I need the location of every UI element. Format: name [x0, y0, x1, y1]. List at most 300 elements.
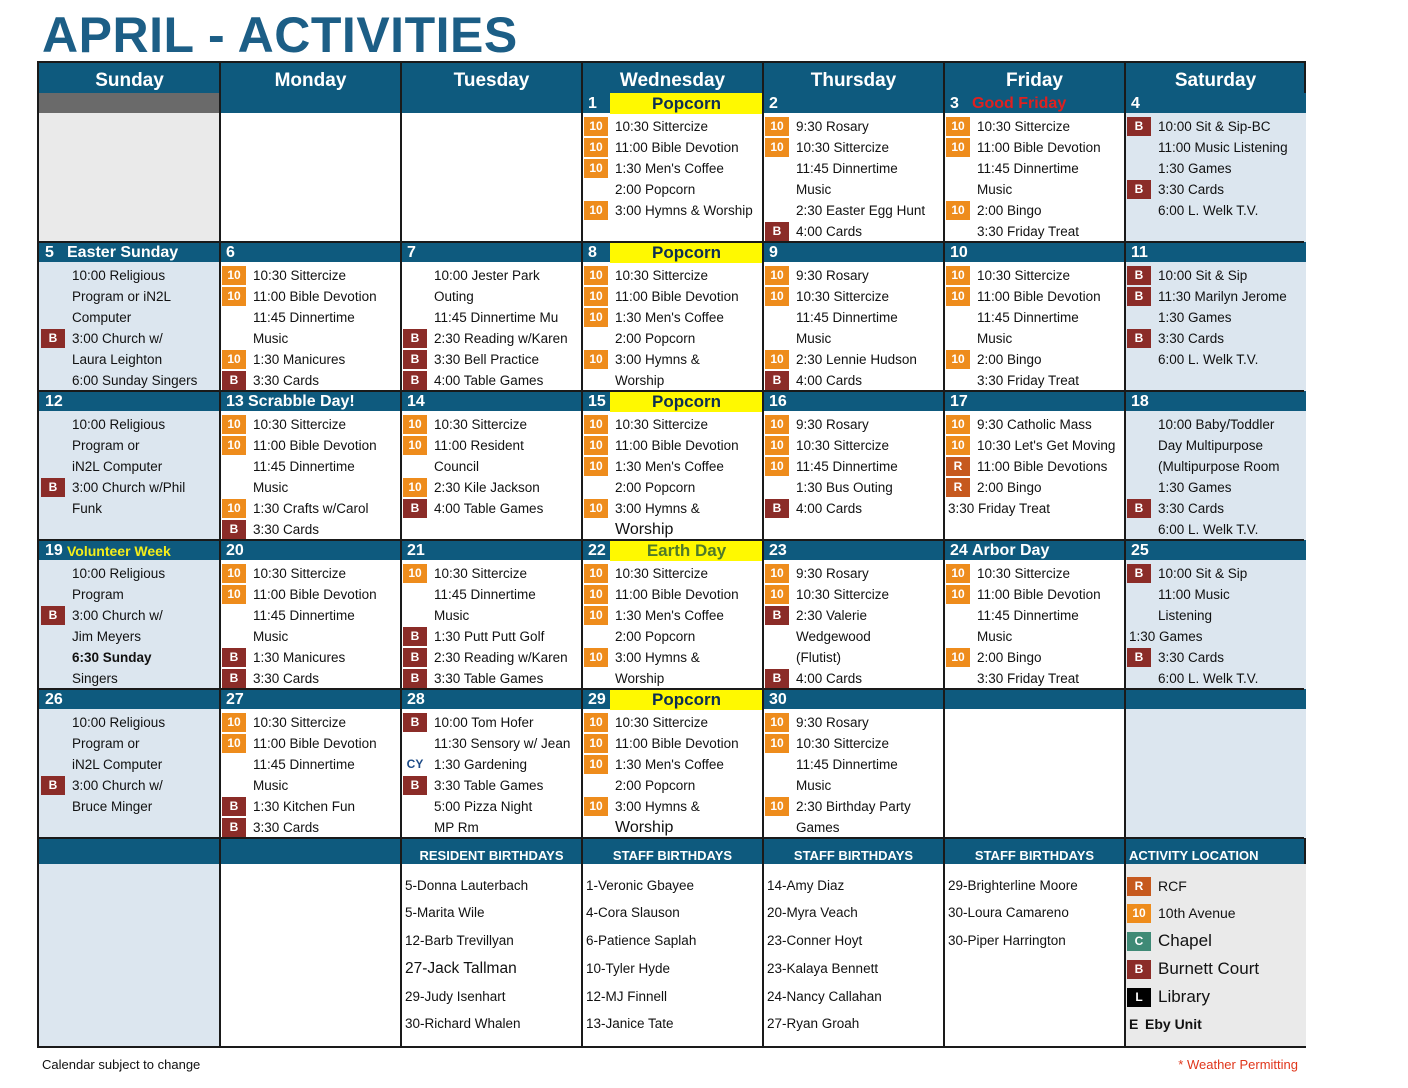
- event-item: [944, 647, 1125, 668]
- event-text: 11:00 Bible Devotion: [977, 140, 1101, 155]
- event-item: [1125, 179, 1306, 200]
- day-header: [1125, 540, 1306, 560]
- event-text: 2:00 Bingo: [977, 480, 1042, 495]
- event-text: 9:30 Rosary: [796, 566, 869, 581]
- location-badge: 10: [946, 138, 970, 157]
- birthday-entry: 10-Tyler Hyde: [586, 961, 671, 976]
- day-number: 27: [226, 691, 244, 708]
- event-item: [401, 817, 582, 838]
- event-text: 11:00 Bible Devotion: [615, 438, 739, 453]
- event-text: 11:00 Bible Devotion: [253, 438, 377, 453]
- day-cell-13: [220, 391, 401, 540]
- event-item: [1125, 116, 1306, 137]
- event-text: 11:00 Bible Devotion: [977, 587, 1101, 602]
- location-badge: 10: [584, 308, 608, 327]
- event-text: Worship: [615, 819, 674, 836]
- day-highlight: Popcorn: [610, 93, 763, 114]
- birthday-column-title: STAFF BIRTHDAYS: [612, 848, 733, 863]
- location-badge: B: [403, 648, 427, 667]
- day-header: [401, 540, 582, 560]
- location-badge: 10: [765, 350, 789, 369]
- event-item: [1125, 414, 1306, 435]
- event-item: [220, 519, 401, 540]
- day-header: [401, 391, 582, 411]
- event-item: [220, 754, 401, 775]
- location-badge: 10: [946, 415, 970, 434]
- event-item: [220, 477, 401, 498]
- event-text: 11:00 Bible Devotion: [615, 289, 739, 304]
- event-item: [39, 668, 220, 689]
- location-badge: B: [1127, 499, 1151, 518]
- location-badge: 10: [765, 266, 789, 285]
- row-divider: [39, 539, 1304, 541]
- event-item: [39, 626, 220, 647]
- event-item: [220, 584, 401, 605]
- location-badge: 10: [222, 266, 246, 285]
- location-badge: 10: [222, 564, 246, 583]
- event-text: 1:30 Gardening: [434, 757, 528, 772]
- birthday-entry: 1-Veronic Gbayee: [586, 878, 695, 893]
- event-text: 11:00 Bible Devotion: [615, 587, 739, 602]
- day-header: [944, 93, 1125, 113]
- event-text: Computer: [72, 310, 132, 325]
- event-text: 10:00 Religious: [72, 715, 166, 730]
- event-item: [582, 286, 763, 307]
- event-item: [582, 200, 763, 221]
- day-header: [1125, 391, 1306, 411]
- day-cell-28: [401, 689, 582, 838]
- day-number: 11: [1131, 244, 1148, 261]
- event-item: [944, 584, 1125, 605]
- day-number: 19: [45, 542, 63, 559]
- event-item: [401, 349, 582, 370]
- location-badge: B: [1127, 117, 1151, 136]
- event-text: 1:30 Games: [1158, 310, 1232, 325]
- empty-day-cell: [220, 93, 401, 242]
- event-text: 6:00 L. Welk T.V.: [1158, 352, 1259, 367]
- event-text: Music: [796, 182, 832, 197]
- event-item: [220, 668, 401, 689]
- event-item: [39, 754, 220, 775]
- event-item: [1125, 200, 1306, 221]
- birthday-entry: 29-Judy Isenhart: [405, 989, 506, 1004]
- calendar-grid: [37, 61, 1306, 1048]
- day-cell-30: [763, 689, 944, 838]
- event-item: [944, 626, 1125, 647]
- birthday-entry: 23-Kalaya Bennett: [767, 961, 879, 976]
- event-item: [220, 456, 401, 477]
- day-number: 24: [950, 542, 968, 559]
- event-text: 4:00 Cards: [796, 501, 863, 516]
- event-item: [582, 414, 763, 435]
- event-item: [39, 286, 220, 307]
- day-header: [1125, 242, 1306, 262]
- day-header: [763, 689, 944, 709]
- event-item: [582, 179, 763, 200]
- event-item: [944, 307, 1125, 328]
- location-badge: B: [403, 329, 427, 348]
- event-item: [220, 435, 401, 456]
- event-item: [220, 286, 401, 307]
- page-title: APRIL - ACTIVITIES: [42, 7, 518, 63]
- event-item: [401, 626, 582, 647]
- day-number: 26: [45, 691, 63, 708]
- location-badge: B: [1127, 266, 1151, 285]
- event-item: [220, 307, 401, 328]
- event-item: [220, 712, 401, 733]
- day-cell-4: [1125, 93, 1306, 242]
- event-text: 1:30 Games: [1158, 161, 1232, 176]
- event-item: [944, 328, 1125, 349]
- event-item: [401, 286, 582, 307]
- location-badge: 10: [222, 585, 246, 604]
- event-item: [220, 414, 401, 435]
- event-text: 6:00 L. Welk T.V.: [1158, 203, 1259, 218]
- day-header: [220, 689, 401, 709]
- event-text: Music: [434, 608, 470, 623]
- location-badge: 10: [584, 201, 608, 220]
- event-item: [1125, 519, 1306, 540]
- calendar-week: [39, 689, 1304, 838]
- empty-day-cell: [944, 689, 1125, 838]
- day-header: [582, 689, 763, 709]
- location-badge: B: [1127, 564, 1151, 583]
- event-item: [763, 328, 944, 349]
- legend-badge: 10: [1127, 904, 1151, 923]
- event-item: [763, 286, 944, 307]
- event-text: 10:30 Sittercize: [253, 715, 347, 730]
- location-badge: 10: [584, 797, 608, 816]
- event-item: [220, 796, 401, 817]
- event-item: [944, 179, 1125, 200]
- event-item: [401, 796, 582, 817]
- event-text: Singers: [72, 671, 118, 686]
- event-text: 11:45 Dinnertime: [434, 587, 536, 602]
- day-header: [1125, 93, 1306, 113]
- event-text: 6:00 Sunday Singers: [72, 373, 198, 388]
- event-text: 10:00 Sit & Sip: [1158, 268, 1248, 283]
- location-badge: B: [222, 520, 246, 539]
- event-item: [582, 668, 763, 689]
- birthday-entry: 23-Conner Hoyt: [767, 933, 863, 948]
- event-item: [582, 605, 763, 626]
- day-cell-23: [763, 540, 944, 689]
- event-text: 11:00 Bible Devotion: [977, 289, 1101, 304]
- event-text: 1:30 Manicures: [253, 650, 346, 665]
- event-item: [39, 712, 220, 733]
- location-badge: 10: [765, 713, 789, 732]
- event-text: Worship: [615, 373, 665, 388]
- day-cell-16: [763, 391, 944, 540]
- event-item: [582, 647, 763, 668]
- event-item: [401, 754, 582, 775]
- event-text: Jim Meyers: [72, 629, 142, 644]
- location-badge: B: [403, 669, 427, 688]
- event-item: [944, 158, 1125, 179]
- weekday-tuesday: Tuesday: [453, 70, 530, 91]
- event-text: 11:45 Dinnertime: [977, 161, 1079, 176]
- day-cell-12: [39, 391, 220, 540]
- event-text: 10:00 Religious: [72, 417, 166, 432]
- event-text: 11:00 Bible Devotion: [615, 140, 739, 155]
- day-cell-18: [1125, 391, 1306, 540]
- location-badge: 10: [222, 734, 246, 753]
- event-item: [1125, 498, 1306, 519]
- event-text: 5:00 Pizza Night: [434, 799, 533, 814]
- event-text: 11:45 Dinnertime: [253, 459, 355, 474]
- day-number: 6: [226, 244, 235, 261]
- event-text: Program or iN2L: [72, 289, 172, 304]
- day-number: 29: [588, 691, 606, 708]
- birthday-entry: 30-Loura Camareno: [948, 905, 1069, 920]
- event-item: [582, 265, 763, 286]
- event-item: [220, 605, 401, 626]
- location-badge: 10: [584, 457, 608, 476]
- calendar-week: [39, 391, 1304, 540]
- location-badge: 10: [946, 564, 970, 583]
- day-number: 30: [769, 691, 787, 708]
- section-shade: [39, 864, 220, 1046]
- day-number: 14: [407, 393, 425, 410]
- event-text: 10:30 Sittercize: [615, 566, 709, 581]
- event-item: [1125, 605, 1306, 626]
- event-text: 1:30 Putt Putt Golf: [434, 629, 545, 644]
- event-text: 11:45 Dinnertime: [253, 310, 355, 325]
- location-badge: B: [765, 606, 789, 625]
- event-item: [582, 563, 763, 584]
- event-text: 2:00 Popcorn: [615, 182, 696, 197]
- location-legend-title: ACTIVITY LOCATION: [1129, 848, 1259, 863]
- birthday-entry: 4-Cora Slauson: [586, 905, 680, 920]
- birthday-entry: 5-Donna Lauterbach: [405, 878, 529, 893]
- event-item: [401, 370, 582, 391]
- event-text: Music: [977, 182, 1013, 197]
- location-badge: 10: [765, 287, 789, 306]
- day-number: 21: [407, 542, 425, 559]
- event-item: [401, 265, 582, 286]
- event-item: [582, 116, 763, 137]
- day-header: [401, 242, 582, 262]
- day-header: [39, 93, 220, 113]
- location-badge: 10: [584, 159, 608, 178]
- day-header: [763, 93, 944, 113]
- day-cell-29: [582, 689, 763, 838]
- event-text: Program or: [72, 736, 140, 751]
- event-item: [763, 498, 944, 519]
- event-text: 3:30 Cards: [253, 373, 320, 388]
- event-item: [582, 498, 763, 519]
- birthday-entry: 27-Jack Tallman: [405, 960, 517, 977]
- location-badge: 10: [765, 734, 789, 753]
- event-text: 3:30 Table Games: [434, 778, 544, 793]
- event-item: [401, 733, 582, 754]
- birthday-entry: 14-Amy Diaz: [767, 878, 845, 893]
- event-text: 9:30 Rosary: [796, 715, 869, 730]
- row-divider: [39, 241, 1304, 243]
- event-item: [1125, 647, 1306, 668]
- weekday-saturday: Saturday: [1174, 70, 1257, 91]
- day-highlight: Arbor Day: [972, 542, 1050, 559]
- event-text: 10:30 Sittercize: [253, 566, 347, 581]
- event-text: 2:00 Popcorn: [615, 480, 696, 495]
- day-highlight: Easter Sunday: [67, 244, 179, 261]
- event-text: Music: [253, 331, 289, 346]
- birthday-entry: 5-Marita Wile: [405, 905, 485, 920]
- location-badge: B: [1127, 287, 1151, 306]
- day-cell-2: [763, 93, 944, 242]
- event-item: [763, 647, 944, 668]
- day-header: [39, 242, 220, 262]
- event-text: 10:30 Sittercize: [796, 140, 890, 155]
- event-item: [39, 265, 220, 286]
- event-text: Listening: [1158, 608, 1213, 623]
- birthday-entry: 29-Brighterline Moore: [948, 878, 1078, 893]
- event-text: 11:30 Sensory w/ Jean: [434, 736, 571, 751]
- day-cell-10: [944, 242, 1125, 391]
- event-text: 11:00 Bible Devotion: [253, 289, 377, 304]
- legend-label: Burnett Court: [1158, 959, 1260, 978]
- day-cell-14: [401, 391, 582, 540]
- day-header: [401, 93, 582, 113]
- event-text: 1:30 Kitchen Fun: [253, 799, 356, 814]
- event-text: 3:30 Friday Treat: [977, 224, 1080, 239]
- event-item: [401, 563, 582, 584]
- column-divider: [219, 63, 221, 1046]
- day-number: 5: [45, 244, 54, 261]
- event-text: 9:30 Rosary: [796, 119, 869, 134]
- event-text: 6:30 Sunday: [72, 650, 152, 665]
- location-badge: 10: [584, 266, 608, 285]
- legend-label: 10th Avenue: [1158, 905, 1236, 921]
- empty-day-cell: [39, 93, 220, 242]
- event-item: [220, 817, 401, 838]
- event-text: 3:30 Friday Treat: [977, 671, 1080, 686]
- event-item: [944, 414, 1125, 435]
- event-text: 3:00 Church w/Phil: [72, 480, 186, 495]
- birthday-entry: 27-Ryan Groah: [767, 1016, 860, 1031]
- location-badge: 10: [584, 436, 608, 455]
- location-badge: B: [403, 499, 427, 518]
- event-text: 10:30 Sittercize: [615, 417, 709, 432]
- location-badge: 10: [765, 564, 789, 583]
- calendar-week: [39, 93, 1304, 242]
- location-badge: B: [222, 648, 246, 667]
- location-badge: 10: [222, 415, 246, 434]
- day-header: [944, 540, 1125, 560]
- location-badge: 10: [765, 436, 789, 455]
- weekday-friday: Friday: [1005, 70, 1064, 91]
- event-item: [763, 370, 944, 391]
- event-item: [1125, 668, 1306, 689]
- day-number: 28: [407, 691, 425, 708]
- event-text: Music: [796, 778, 832, 793]
- event-item: [582, 435, 763, 456]
- day-cell-6: [220, 242, 401, 391]
- event-text: 10:30 Sittercize: [434, 566, 528, 581]
- day-number: 23: [769, 542, 787, 559]
- event-item: [39, 584, 220, 605]
- event-text: 2:30 Kile Jackson: [434, 480, 540, 495]
- event-text: 9:30 Rosary: [796, 268, 869, 283]
- event-item: [39, 605, 220, 626]
- event-item: [401, 328, 582, 349]
- event-text: 1:30 Bus Outing: [796, 480, 893, 495]
- event-item: [39, 349, 220, 370]
- event-item: [401, 605, 582, 626]
- event-item: [944, 563, 1125, 584]
- event-item: [401, 498, 582, 519]
- event-item: [220, 775, 401, 796]
- event-text: Music: [796, 331, 832, 346]
- event-item: [763, 456, 944, 477]
- event-item: [1125, 137, 1306, 158]
- event-text: 3:30 Friday Treat: [977, 373, 1080, 388]
- day-cell-11: [1125, 242, 1306, 391]
- location-badge: 10: [765, 457, 789, 476]
- event-text: Council: [434, 459, 480, 474]
- location-badge: 10: [403, 415, 427, 434]
- event-item: [582, 754, 763, 775]
- event-item: [220, 563, 401, 584]
- event-item: [1125, 435, 1306, 456]
- event-item: [401, 712, 582, 733]
- location-badge: B: [222, 371, 246, 390]
- legend-label: Eby Unit: [1145, 1016, 1202, 1032]
- event-text: 3:30 Friday Treat: [948, 501, 1051, 516]
- event-text: 1:30 Men's Coffee: [615, 161, 724, 176]
- event-item: [220, 349, 401, 370]
- event-item: [944, 221, 1125, 242]
- event-item: [582, 584, 763, 605]
- birthday-column-title: RESIDENT BIRTHDAYS: [419, 848, 564, 863]
- day-number: 22: [588, 542, 606, 559]
- event-text: 4:00 Cards: [796, 671, 863, 686]
- event-text: 3:30 Cards: [1158, 501, 1225, 516]
- day-number: 13: [226, 393, 244, 410]
- location-badge: B: [222, 669, 246, 688]
- birthday-entry: 20-Myra Veach: [767, 905, 858, 920]
- day-cell-27: [220, 689, 401, 838]
- event-item: [944, 456, 1125, 477]
- event-text: Worship: [615, 671, 665, 686]
- day-header: [582, 391, 763, 411]
- event-text: 11:45 Dinnertime: [253, 608, 355, 623]
- event-text: 3:00 Church w/: [72, 608, 163, 623]
- event-text: 2:30 Reading w/Karen: [434, 331, 568, 346]
- event-text: 2:30 Birthday Party: [796, 799, 911, 814]
- event-text: Music: [253, 480, 289, 495]
- day-number: 8: [588, 244, 597, 261]
- event-text: 9:30 Catholic Mass: [977, 417, 1092, 432]
- event-text: 11:45 Dinnertime Mu: [434, 310, 559, 325]
- event-text: 1:30 Men's Coffee: [615, 608, 724, 623]
- event-item: [763, 116, 944, 137]
- location-badge: B: [403, 627, 427, 646]
- day-cell-17: [944, 391, 1125, 540]
- location-badge: 10: [584, 713, 608, 732]
- event-text: Program or: [72, 438, 140, 453]
- day-header: [944, 689, 1125, 709]
- event-item: [582, 817, 763, 838]
- legend-label: RCF: [1158, 878, 1187, 894]
- column-divider: [581, 63, 583, 1046]
- event-text: 1:30 Games: [1129, 629, 1203, 644]
- event-text: 3:30 Cards: [253, 522, 320, 537]
- event-item: [944, 498, 1125, 519]
- location-badge: 10: [222, 287, 246, 306]
- location-badge: 10: [946, 117, 970, 136]
- location-badge: 10: [584, 648, 608, 667]
